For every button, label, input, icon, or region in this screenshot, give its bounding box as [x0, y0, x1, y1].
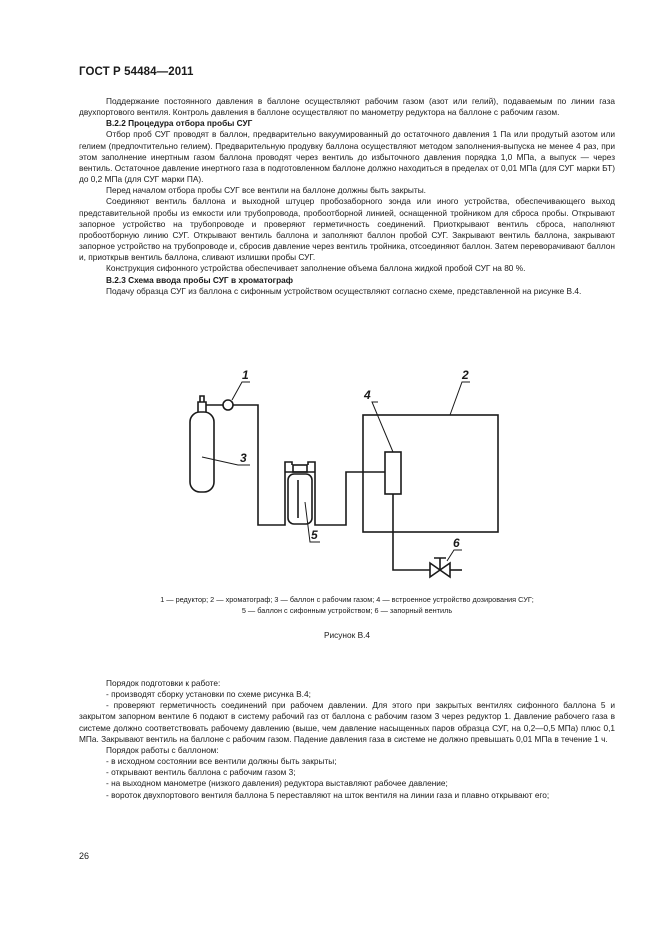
figure-caption	[79, 594, 615, 616]
figure-label-3: 3	[240, 451, 247, 465]
page-number: 26	[79, 851, 90, 861]
paragraph: Конструкция сифонного устройства обеспечивает заполнение объема баллона жидкой пробой СУГ на 80 %.	[106, 263, 526, 274]
figure-label-4: 4	[364, 388, 371, 402]
paragraph: Порядок работы с баллоном:	[106, 744, 219, 755]
text-block-2	[79, 678, 615, 801]
document-header: ГОСТ Р 54484—2011	[79, 66, 194, 78]
section-heading-b23: В.2.3 Схема ввода пробы СУГ в хроматограф	[106, 274, 294, 285]
paragraph: Подачу образца СУГ из баллона с сифонным устройством осуществляют согласно схеме, представленной на рисунке В.4.	[106, 285, 582, 296]
figure-label-6: 6	[453, 536, 460, 550]
figure-label-2: 2	[462, 368, 469, 382]
list-item: - проверяют герметичность соединений при рабочем давлении. Для этого при закрытых вентилях сифонного баллона 5 и закрытом запорном вентиле 6 подают в систему рабочий газ от баллона с рабочим газом 3 через редуктор 1. Давление рабочего газа в системе должно соответствовать рабочему давлению (выше, чем давление насыщенных паров образца СУГ, на 0,2—0,5 МПа) плюс 0,1 МПа. Закрывают вентиль на баллоне с рабочим газом. Падение давления газа в системе не должно превышать 0,01 МПа в течение 1 ч.	[79, 700, 615, 744]
figure-caption-line: 5 — баллон с сифонным устройством; 6 — запорный вентиль	[241, 606, 453, 615]
reducer-1	[223, 400, 233, 410]
list-item: - открывают вентиль баллона с рабочим газом 3;	[106, 767, 296, 778]
section-heading-b22: В.2.2 Процедура отбора пробы СУГ	[106, 118, 253, 129]
paragraph: Перед началом отбора пробы СУГ все вентили на баллоне должны быть закрыты.	[106, 185, 426, 196]
chromatograph-2	[363, 415, 498, 532]
figure-label-1: 1	[242, 368, 249, 382]
paragraph: Отбор проб СУГ проводят в баллон, предварительно вакуумированный до остаточного давления 1 Па или продутый азотом или гелием (предпочтительно гелием). Предварительную продувку баллона осуществляют методом заполнения-выпуска не менее 4 раз, при этом заполнение инертным газом баллона проводят через вентиль до избыточного давления порядка 1,0 МПа, а выпуск — через вентиль. Остаточное давление инертного газа в подготовленном баллоне должно находиться в пределах от 0,01 МПа (для СУГ марки БТ) до 0,2 МПа (для СУГ марки ПА).	[79, 129, 615, 185]
paragraph: Порядок подготовки к работе:	[106, 678, 221, 688]
list-item: - производят сборку установки по схеме рисунка В.4;	[106, 689, 311, 700]
paragraph: Соединяют вентиль баллона и выходной штуцер пробозаборного зонда или иного устройства, обеспечивающего выход представительной пробы из емкости или трубопровода, пробоотборной линией, оснащенной тройником для сброса пробы. Открывают запорное устройство на трубопроводе и проверяют герметичность соединений. Приоткрывают вентиль сброса, наполняют пробоотборную линию СУГ. Открывают вентиль баллона и заполняют баллон пробой СУГ. Закрывают вентиль баллона, закрывают запорное устройство на трубопроводе и, сбросив давление через вентиль тройника, отсоединяют баллон. Затем переворачивают баллон и, приоткрыв вентиль баллона, сливают излишки пробы СУГ.	[79, 196, 615, 263]
figure-b4-diagram	[150, 362, 510, 592]
text-block-1	[79, 96, 615, 297]
figure-label-5: 5	[311, 528, 318, 542]
figure-caption-line: 1 — редуктор; 2 — хроматограф; 3 — баллон с рабочим газом; 4 — встроенное устройство дозирования СУГ;	[160, 595, 534, 604]
dosing-device-4	[385, 452, 401, 494]
list-item: - на выходном манометре (низкого давления) редуктора выставляют рабочее давление;	[106, 778, 448, 789]
paragraph: Поддержание постоянного давления в баллоне осуществляют рабочим газом (азот или гелий), подаваемым по линии газа двухпортового вентиля. Контроль давления в баллоне осуществляют по манометру редуктора на баллоне с рабочим газом.	[79, 96, 615, 118]
figure-title: Рисунок В.4	[323, 630, 371, 640]
list-item: - в исходном состоянии все вентили должны быть закрыты;	[106, 756, 337, 767]
gas-cylinder-3	[190, 412, 214, 492]
list-item: - вороток двухпортового вентиля баллона 5 переставляют на шток вентиля на линии газа и плавно открывают его;	[106, 789, 550, 800]
siphon-cylinder-5	[288, 474, 312, 524]
